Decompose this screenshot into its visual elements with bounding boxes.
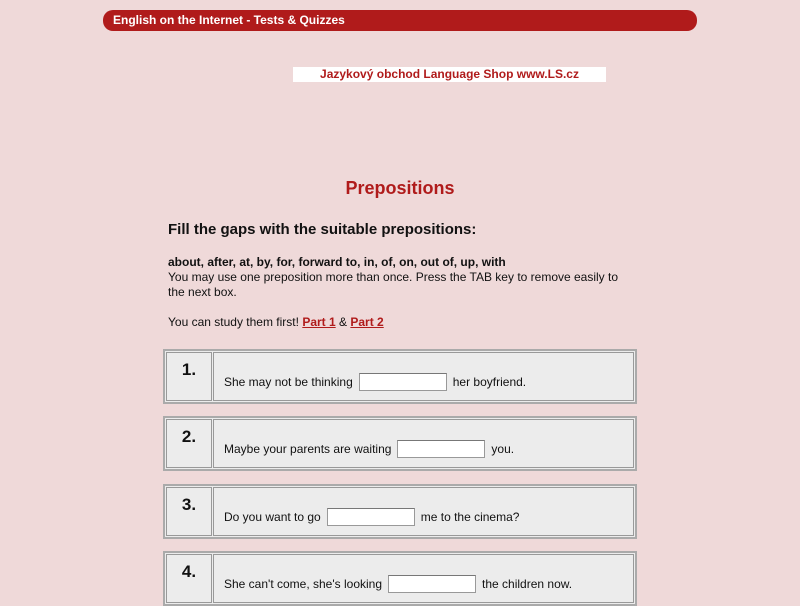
study-line <box>168 315 384 329</box>
ampersand: & <box>339 315 348 329</box>
question-number: 2. <box>166 419 212 468</box>
answer-input[interactable] <box>388 575 476 593</box>
note: You may use one preposition more than once. Press the TAB key to remove easily to the next box. <box>168 270 619 299</box>
question-row <box>163 349 637 404</box>
question-text-before: Maybe your parents are waiting <box>224 442 392 456</box>
question-row <box>163 551 637 606</box>
study-text: You can study them first! <box>168 315 299 329</box>
page-title: Prepositions <box>345 178 455 198</box>
preposition-list: about, after, at, by, for, forward to, in, of, on, out of, up, with <box>168 255 506 269</box>
question-text-before: She may not be thinking <box>224 375 353 389</box>
instruction: Fill the gaps with the suitable prepositions: <box>168 221 477 238</box>
question-text-after: me to the cinema? <box>420 510 520 524</box>
answer-input[interactable] <box>397 440 485 458</box>
question-number: 1. <box>166 352 212 401</box>
question-text-before: She can't come, she's looking <box>224 577 383 591</box>
question-number: 3. <box>166 487 212 536</box>
header-bar <box>103 10 697 31</box>
question-text-before: Do you want to go <box>224 510 321 524</box>
language-shop-link[interactable]: Jazykový obchod Language Shop www.LS.cz <box>293 67 606 82</box>
header-title: English on the Internet - Tests & Quizzes <box>113 13 345 27</box>
question-text-after: you. <box>491 442 515 456</box>
answer-input[interactable] <box>327 508 415 526</box>
question-row <box>163 484 637 539</box>
question-text-after: the children now. <box>482 577 573 591</box>
question-number: 4. <box>166 554 212 603</box>
answer-input[interactable] <box>359 373 447 391</box>
part-1-link[interactable]: Part 1 <box>302 315 336 329</box>
question-text-after: her boyfriend. <box>452 375 527 389</box>
part-2-link[interactable]: Part 2 <box>350 315 384 329</box>
question-row <box>163 416 637 471</box>
